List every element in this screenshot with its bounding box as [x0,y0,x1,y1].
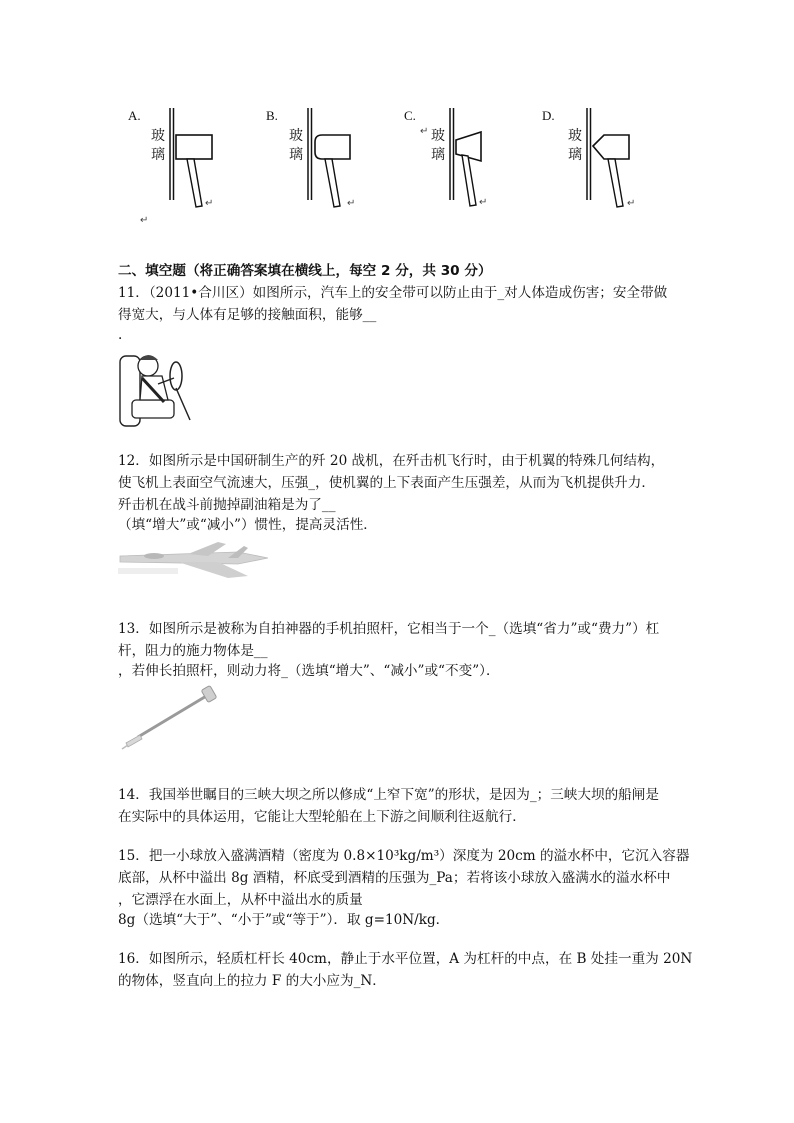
return-mark: ↵ [420,126,429,137]
q16-line-1: 16．如图所示，轻质杠杆长 40cm，静止于水平位置，A 为杠杆的中点，在 B 处挂一重为 20N [118,951,693,967]
option-label: A. [128,108,141,123]
hammer-handle [608,159,623,207]
q14-line-2: 在实际中的具体运用，它能让大型轮船在上下游之间顺利往返航行． [118,809,526,825]
q15-line-1: 15．把一小球放入盛满酒精（密度为 0.8×10³kg/m³）深度为 20cm 的溢水杯中，它沉入容器 [118,848,690,864]
option-label: D. [542,108,555,123]
hammer-handle [325,159,340,207]
q14-line-1: 14．我国举世瞩目的三峡大坝之所以修成“上窄下宽”的形状，是因为_；三峡大坝的船闸是 [118,787,659,803]
section-heading: 二、填空题（将正确答案填在横线上，每空 2 分，共 30 分） [118,263,492,279]
q15-line-3: ，它漂浮在水面上，从杯中溢出水的质量 [118,892,363,908]
hammer-head [315,135,350,159]
return-mark: ↵ [479,197,488,208]
return-mark: ↵ [627,198,636,209]
return-mark: ↵ [140,215,149,226]
q12-line-4: （填“增大”或“减小”）惯性，提高灵活性． [118,517,377,533]
glass-char: 玻 [289,128,303,144]
hammer-head [593,135,629,159]
q15-line-4: 8g（选填“大于”、“小于”或“等于”）．取 g=10N/kg． [118,912,450,928]
q16-line-2: 的物体，竖直向上的拉力 F 的大小应为_N． [118,973,386,989]
q12-line-2: 使飞机上表面空气流速大，压强_，使机翼的上下表面产生压强差，从而为飞机提供升力． [118,475,655,491]
option-label: C. [404,108,416,123]
option-label: B. [266,108,278,123]
return-mark: ↵ [347,198,356,209]
hammer-handle [462,155,476,206]
q12-line-1: 12．如图所示是中国研制生产的歼 20 战机，在歼击机飞行时，由于机翼的特殊几何结构， [118,453,665,469]
q11-line-2: 得宽大，与人体有足够的接触面积，能够__ [118,307,377,323]
q13-line-3: ，若伸长拍照杆，则动力将_（选填“增大”、“减小”或“不变”）． [118,663,500,679]
q11-line-1: 11．（2011•合川区）如图所示，汽车上的安全带可以防止由于_对人体造成伤害；安全带做 [118,285,668,301]
hammer-figure-c [445,108,535,218]
j20-fighter-image [118,538,288,593]
q12-line-3: 歼击机在战斗前抛掉副油箱是为了__ [118,497,336,513]
glass-char: 玻 [151,128,165,144]
glass-char: 璃 [151,147,165,163]
glass-char: 玻 [431,128,445,144]
glass-char: 璃 [431,147,445,163]
glass-char: 璃 [289,147,303,163]
selfie-stick-image [118,685,228,755]
q13-line-2: 杆，阻力的施力物体是__ [118,643,268,659]
hammer-head [176,135,212,159]
q11-line-3: . [118,327,123,343]
q15-line-2: 底部，从杯中溢出 8g 酒精，杯底受到酒精的压强为_Pa；若将该小球放入盛满水的溢水杯中 [118,870,671,886]
seatbelt-driver-image [118,348,198,428]
glass-char: 璃 [568,147,582,163]
return-mark: ↵ [205,198,214,209]
q13-line-1: 13．如图所示是被称为自拍神器的手机拍照杆，它相当于一个_（选填“省力”或“费力”）杠 [118,621,660,637]
glass-char: 玻 [568,128,582,144]
hammer-handle [187,159,202,207]
